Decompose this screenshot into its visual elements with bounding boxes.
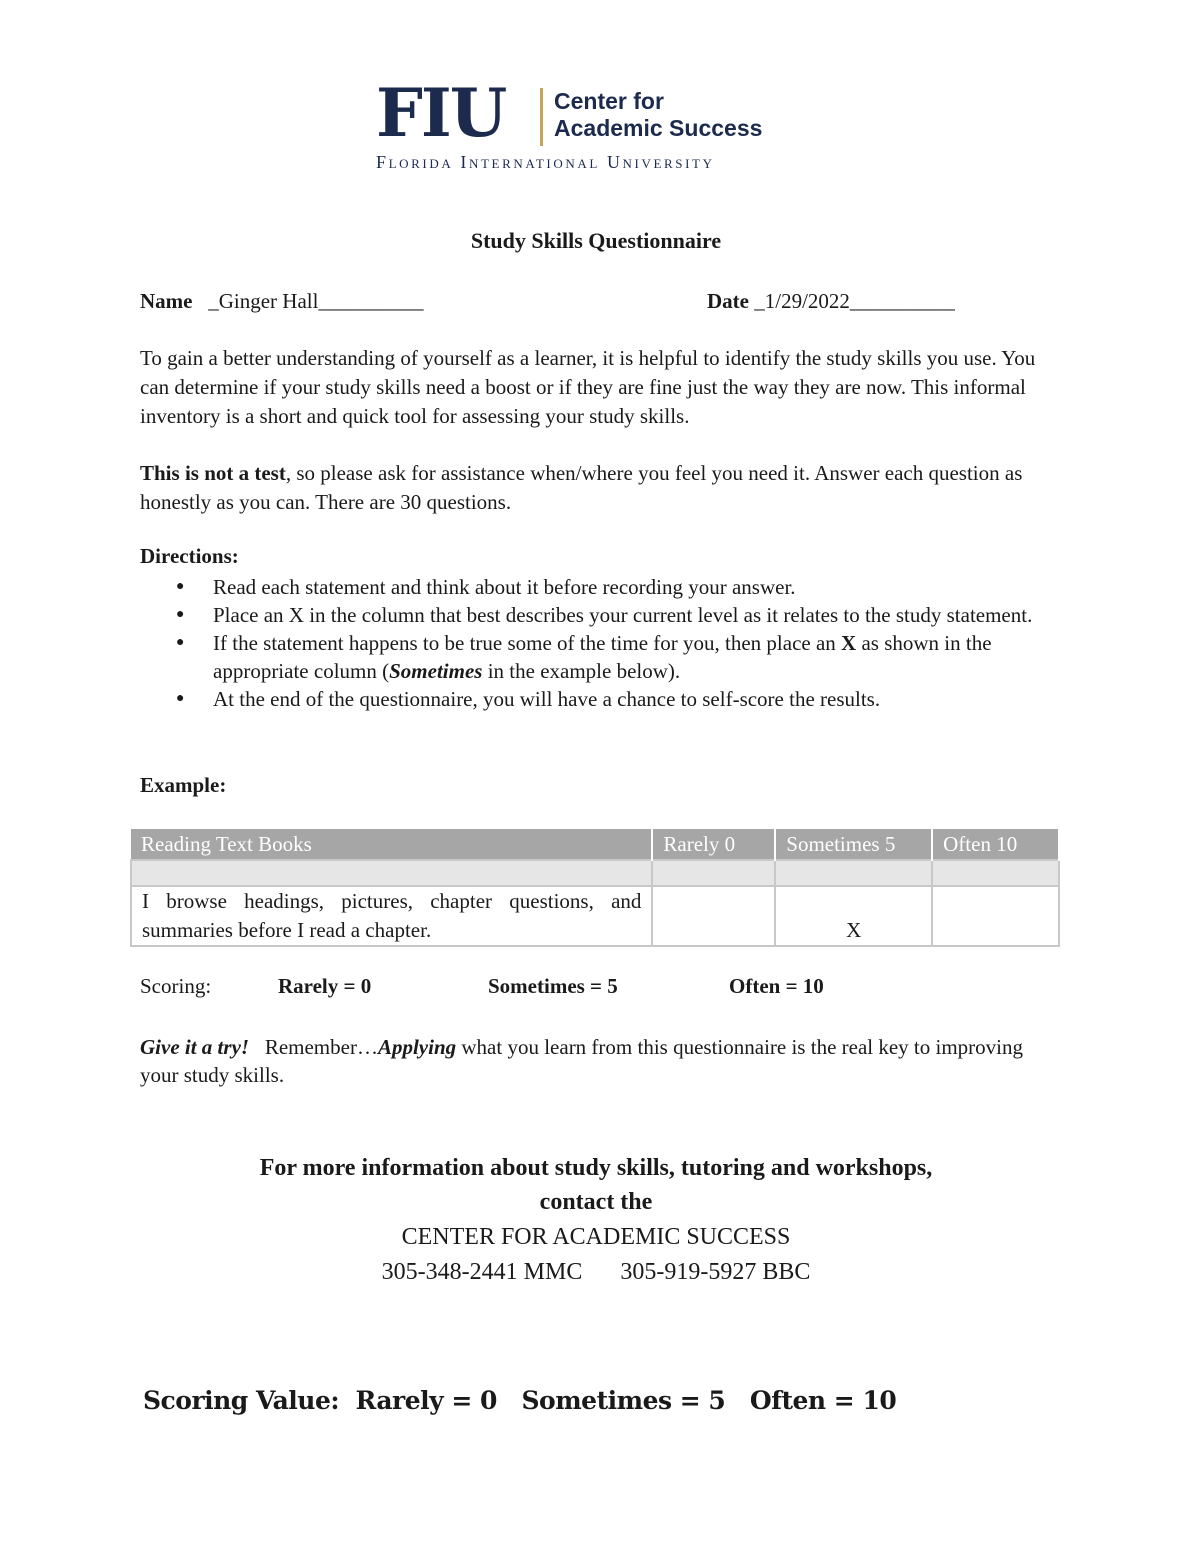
phone-mmc: 305-348-2441 MMC (381, 1259, 583, 1285)
direction-sometimes: Sometimes (389, 659, 483, 683)
often-cell[interactable] (932, 886, 1059, 946)
logo-center-line1: Center for (554, 88, 664, 114)
table-row (131, 886, 1059, 946)
sometimes-cell[interactable]: X (775, 886, 932, 946)
name-label: Name (140, 289, 193, 313)
logo-divider (540, 88, 543, 146)
try-give: Give it a try! (140, 1035, 250, 1059)
direction-text: Place an X in the column that best describes your current level as it relates to the study statement. (213, 603, 1033, 627)
logo-center-name (554, 88, 762, 142)
table-cell (131, 860, 652, 886)
scoring-often: Often = 10 (729, 974, 824, 998)
contact-line3: CENTER FOR ACADEMIC SUCCESS (401, 1224, 791, 1250)
direction-text-a: If the statement happens to be true some of the time for you, then place an (213, 631, 842, 655)
direction-text: At the end of the questionnaire, you will have a chance to self-score the results. (213, 687, 881, 711)
phone-bbc: 305-919-5927 BBC (620, 1259, 811, 1285)
page-title: Study Skills Questionnaire (470, 228, 722, 253)
note-bold: This is not a test (140, 461, 286, 485)
rarely-cell[interactable] (652, 886, 775, 946)
contact-line1: For more information about study skills, tutoring and workshops, (259, 1155, 933, 1181)
name-value: _Ginger Hall__________ (208, 289, 424, 313)
table-header-cell: Rarely 0 (652, 829, 775, 860)
date-label: Date (707, 289, 749, 313)
list-item (140, 573, 1060, 601)
contact-line2: contact the (539, 1189, 653, 1215)
statement-cell: I browse headings, pictures, chapter questions, and summaries before I read a chapter. (131, 886, 652, 946)
table-cell (652, 860, 775, 886)
directions-list (140, 573, 1060, 713)
logo-university: Florida International University (376, 152, 715, 172)
date-value: _1/29/2022__________ (754, 289, 955, 313)
directions-heading: Directions: (140, 544, 239, 568)
table-header-cell: Sometimes 5 (775, 829, 932, 860)
try-applying: Applying (377, 1035, 457, 1059)
example-heading: Example: (140, 773, 227, 797)
scoring-label: Scoring: (140, 974, 212, 998)
try-remember: Remember… (249, 1035, 378, 1059)
table-header-row (131, 829, 1059, 860)
table-header-cell: Reading Text Books (131, 829, 652, 860)
try-rest: what you learn from this questionnaire is the real key to improving your study skills. (140, 1035, 1024, 1087)
list-item (140, 629, 1060, 685)
list-item (140, 601, 1060, 629)
note-rest: , so please ask for assistance when/where you feel you need it. Answer each question as honestly as you can. There are 30 questions. (140, 461, 1023, 514)
table-cell (932, 860, 1059, 886)
try-paragraph (140, 1033, 1060, 1089)
logo-mark: FIU (376, 74, 506, 152)
scoring-value: Scoring Value: Rarely = 0 Sometimes = 5 Often = 10 (143, 1386, 897, 1415)
logo-center-line2: Academic Success (554, 115, 763, 141)
table-cell (775, 860, 932, 886)
example-table (130, 829, 1060, 947)
scoring-rarely: Rarely = 0 (278, 974, 372, 998)
list-item (140, 685, 1060, 713)
direction-x: X (841, 631, 857, 655)
date-field (707, 289, 955, 314)
table-header-cell: Often 10 (932, 829, 1059, 860)
note-paragraph (140, 459, 1060, 517)
name-field (140, 289, 423, 314)
scoring-sometimes: Sometimes = 5 (488, 974, 618, 998)
direction-text: Read each statement and think about it before recording your answer. (213, 575, 796, 599)
contact-phones (0, 1259, 1192, 1286)
direction-text-b: as shown in the appropriate column ( (213, 631, 992, 683)
direction-text-c: in the example below). (482, 659, 681, 683)
table-row (131, 860, 1059, 886)
intro-paragraph: To gain a better understanding of yourself as a learner, it is helpful to identify the study skills you use. You can determine if your study skills need a boost or if they are fine just the way they are now. This informal inventory is a short and quick tool for assessing your study skills. (140, 346, 1036, 428)
fiu-logo (376, 74, 826, 176)
